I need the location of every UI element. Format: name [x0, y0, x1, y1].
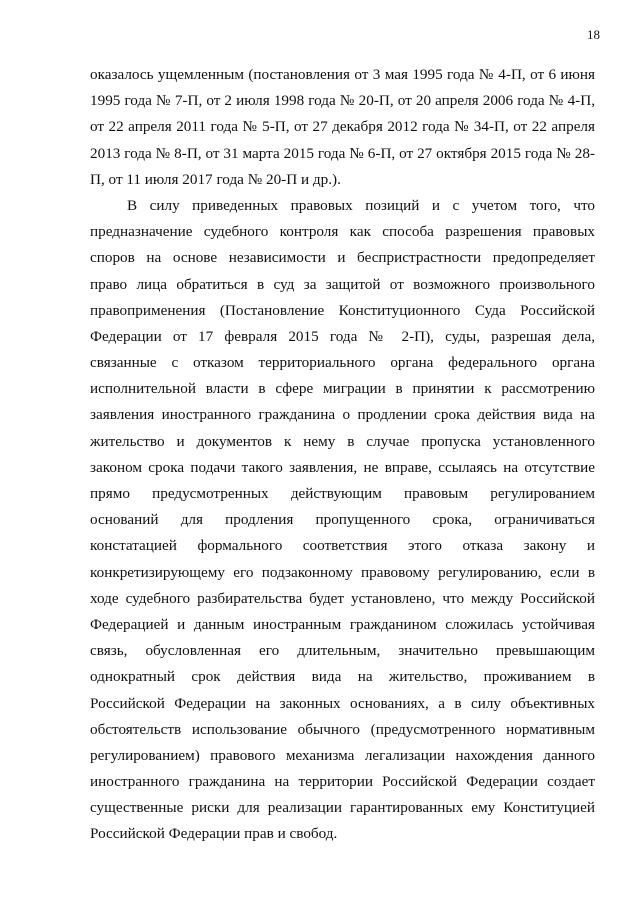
text-line: оказалось ущемленным (постановления от 3 мая 1995 года № 4-П, от 6 июня [90, 66, 595, 83]
text-line: констатацией формального соответствия этого отказа закону и [90, 537, 595, 555]
text-line: связь, обусловленная его длительным, значительно превышающим [90, 642, 595, 660]
text-line: ходе судебного разбирательства будет установлено, что между Российской [90, 589, 595, 607]
text-line: предназначение судебного контроля как способа разрешения правовых [90, 223, 595, 241]
text-line: оснований для продления пропущенного срока, ограничиваться [90, 511, 595, 529]
text-line: П, от 11 июля 2017 года № 20-П и др.). [90, 170, 341, 188]
text-line: споров на основе независимости и беспристрастности предопределяет [90, 249, 595, 267]
text-line: Федерации от 17 февраля 2015 года № 2-П), суды, разрешая дела, [90, 327, 595, 345]
text-line: В силу приведенных правовых позиций и с учетом того, что [127, 196, 595, 214]
text-line: существенные риски для реализации гарантированных ему Конституцией [90, 799, 595, 817]
text-line: Федерацией и данным иностранным гражданином сложилась устойчивая [90, 615, 595, 633]
text-line: Российской Федерации прав и свобод. [90, 825, 338, 843]
text-line: право лица обратиться в суд за защитой от возможного произвольного [90, 275, 595, 293]
text-line: 1995 года № 7-П, от 2 июля 1998 года № 20-П, от 20 апреля 2006 года № 4-П, [90, 92, 595, 110]
text-line: прямо предусмотренных действующим правовым регулированием [90, 485, 595, 502]
text-line: Российской Федерации на законных основаниях, а в силу объективных [90, 694, 595, 712]
paragraph-2 [90, 193, 595, 848]
text-line: жительство и документов к нему в случае пропуска установленного [90, 432, 595, 450]
document-body [90, 62, 595, 848]
text-line: связанные с отказом территориального органа федерального органа [90, 354, 595, 372]
paragraph-1 [90, 62, 595, 193]
page-number: 18 [587, 27, 600, 42]
text-line: правоприменения (Постановление Конституционного Суда Российской [90, 301, 595, 319]
text-line: конкретизирующему его подзаконному правовому регулированию, если в [90, 563, 595, 581]
text-line: от 22 апреля 2011 года № 5-П, от 27 декабря 2012 года № 34-П, от 22 апреля [90, 118, 595, 136]
text-line: регулированием) правового механизма легализации нахождения данного [90, 746, 595, 764]
text-line: заявления иностранного гражданина о продлении срока действия вида на [90, 406, 595, 424]
text-line: иностранного гражданина на территории Российской Федерации создает [90, 773, 595, 791]
text-line: обстоятельств использование обычного (предусмотренного нормативным [90, 720, 595, 738]
text-line: 2013 года № 8-П, от 31 марта 2015 года № 6-П, от 27 октября 2015 года № 28- [90, 144, 595, 162]
text-line: исполнительной власти в сфере миграции в принятии к рассмотрению [90, 380, 595, 398]
text-line: однократный срок действия вида на жительство, проживанием в [90, 668, 595, 686]
text-line: законом срока подачи такого заявления, не вправе, ссылаясь на отсутствие [90, 458, 595, 476]
